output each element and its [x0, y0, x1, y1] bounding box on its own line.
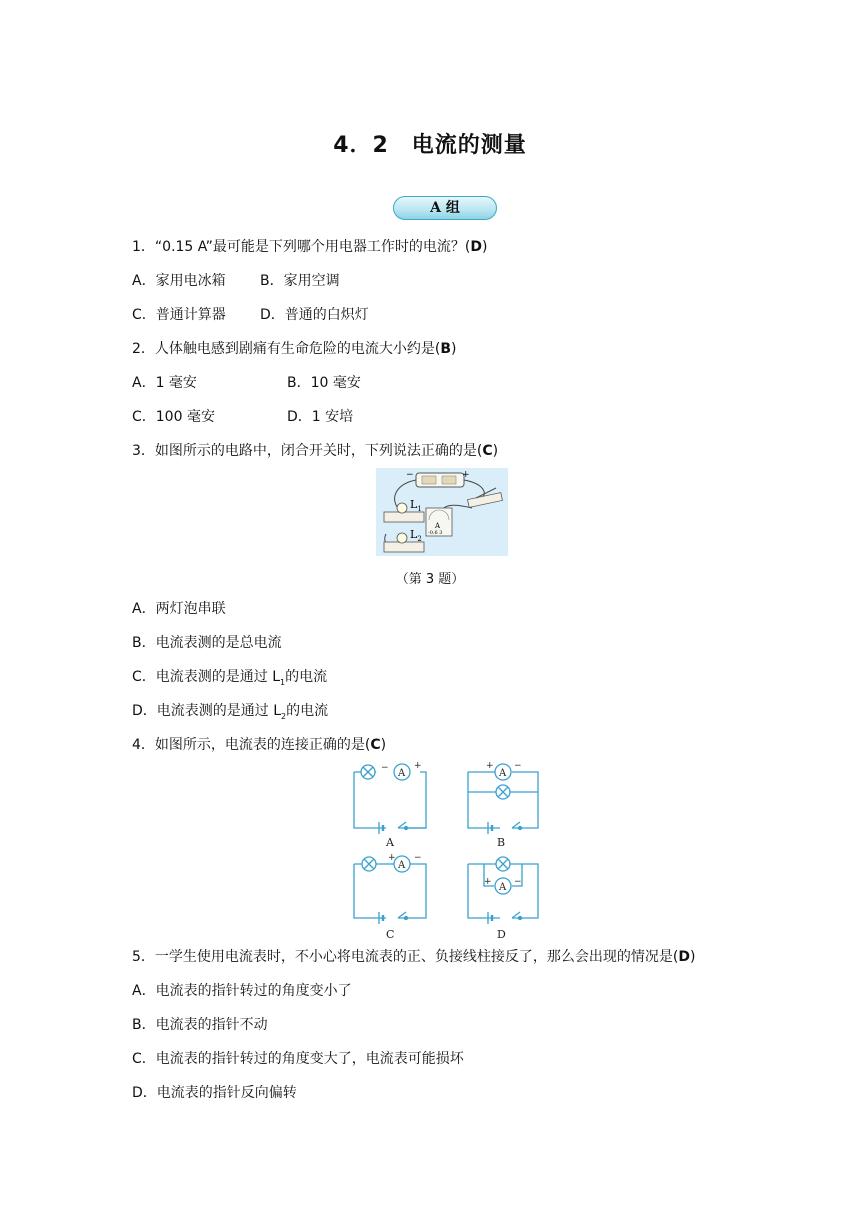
question-3-circuit-photo — [376, 468, 508, 556]
svg-text:−: − — [381, 763, 389, 773]
q2-option-b: B．10 毫安 — [287, 375, 361, 391]
svg-text:A: A — [398, 860, 406, 871]
diagram-d-label: D — [497, 928, 506, 941]
q5-option-c: C．电流表的指针转过的角度变大了，电流表可能损坏 — [132, 1051, 464, 1067]
diagram-b-label: B — [497, 836, 506, 849]
question-1 — [132, 238, 487, 256]
q1-option-b: B．家用空调 — [260, 273, 340, 289]
q5-option-b: B．电流表的指针不动 — [132, 1017, 268, 1033]
question-4-stem-end: ) — [380, 737, 387, 753]
question-3-stem-end: ) — [492, 443, 499, 459]
diagram-c-label: C — [386, 928, 395, 941]
question-5-stem: 5．一学生使用电流表时，不小心将电流表的正、负接线柱接反了，那么会出现的情况是( — [132, 949, 679, 965]
q5-option-a: A．电流表的指针转过的角度变小了 — [132, 983, 352, 999]
ammeter-scale-label: -0.6 3 — [428, 530, 443, 536]
diagram-a-label: A — [386, 836, 394, 849]
battery-minus-label: − — [406, 470, 414, 480]
question-1-stem-end: ) — [481, 239, 488, 255]
question-3-caption: （第 3 题） — [395, 572, 465, 587]
q3-option-d: D．电流表测的是通过 $L_2$的电流 — [132, 703, 329, 721]
lamp-l1 — [397, 503, 407, 513]
lamp-l2-label: $L_2$ — [410, 528, 422, 543]
battery-plus-label: + — [462, 470, 470, 480]
svg-text:−: − — [414, 853, 422, 863]
svg-text:+: + — [414, 761, 422, 771]
q3-option-b: B．电流表测的是总电流 — [132, 635, 282, 651]
question-2-answer: B — [440, 341, 452, 357]
q1-option-c: C．普通计算器 — [132, 307, 226, 323]
question-3-answer: C — [482, 443, 493, 459]
lamp-l2 — [397, 533, 407, 543]
question-4-answer: C — [370, 737, 381, 753]
page-title: 4．2 电流的测量 — [333, 133, 527, 158]
question-4-stem: 4．如图所示，电流表的连接正确的是( — [132, 737, 371, 753]
q2-option-c: C．100 毫安 — [132, 409, 215, 425]
question-3 — [132, 442, 498, 460]
svg-text:+: + — [484, 877, 492, 887]
question-4-circuit-diagrams — [348, 760, 544, 942]
svg-text:+: + — [388, 853, 396, 863]
question-4 — [132, 736, 386, 754]
question-5-stem-end: ) — [690, 949, 696, 965]
svg-text:+: + — [486, 761, 494, 771]
question-5 — [132, 948, 695, 966]
svg-text:A: A — [499, 882, 507, 893]
q1-option-d: D．普通的白炽灯 — [260, 307, 369, 323]
svg-text:−: − — [514, 761, 522, 771]
question-2 — [132, 340, 457, 358]
diagram-c — [354, 856, 426, 924]
q1-option-a: A．家用电冰箱 — [132, 273, 226, 289]
q5-option-d: D．电流表的指针反向偏转 — [132, 1085, 297, 1101]
question-5-answer: D — [678, 949, 690, 965]
svg-text:A: A — [398, 768, 406, 779]
question-2-stem-end: ) — [451, 341, 457, 357]
section-badge: A 组 — [393, 196, 497, 220]
diagram-a — [354, 764, 426, 834]
q3-option-a: A．两灯泡串联 — [132, 601, 226, 617]
svg-text:−: − — [514, 877, 522, 887]
ammeter-label: A — [435, 522, 441, 530]
q2-option-d: D．1 安培 — [287, 409, 354, 425]
lamp-l1-label: $L_1$ — [410, 498, 422, 513]
q2-option-a: A．1 毫安 — [132, 375, 197, 391]
question-1-stem: 1．“0.15 A”最可能是下列哪个用电器工作时的电流？( — [132, 239, 471, 255]
question-1-answer: D — [470, 239, 482, 255]
q3-option-c: C．电流表测的是通过 $L_1$的电流 — [132, 669, 328, 687]
question-2-stem: 2．人体触电感到剧痛有生命危险的电流大小约是( — [132, 341, 441, 357]
question-3-stem: 3．如图所示的电路中，闭合开关时，下列说法正确的是( — [132, 443, 483, 459]
svg-text:A: A — [499, 768, 507, 779]
